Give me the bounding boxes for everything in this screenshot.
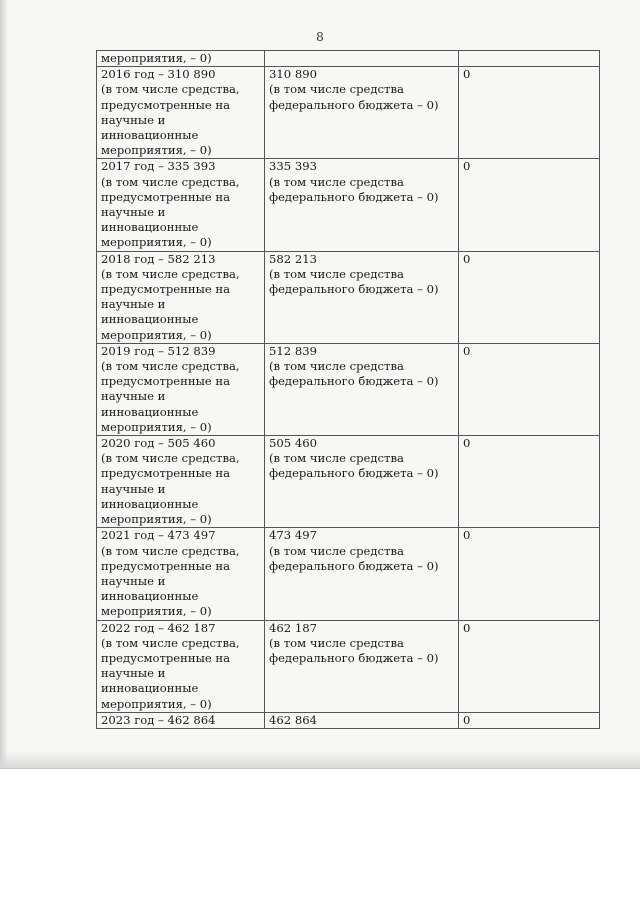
cell-line: научные и <box>101 481 166 496</box>
cell-line: инновационные <box>101 496 199 511</box>
cell-col1 <box>97 159 265 251</box>
table-row <box>97 343 600 435</box>
cell-line: федерального бюджета – 0) <box>269 466 439 481</box>
cell-line: инновационные <box>101 681 199 696</box>
cell-col3 <box>459 51 600 67</box>
cell-line: мероприятия, – 0) <box>101 512 212 527</box>
cell-line: (в том числе средства, <box>101 635 240 650</box>
table-row <box>97 51 600 67</box>
cell-line: (в том числе средства <box>269 174 404 189</box>
cell-col3: 0 <box>459 67 600 159</box>
cell-col2: 462 864 <box>265 712 459 728</box>
table-row <box>97 159 600 251</box>
table-row <box>97 436 600 528</box>
cell-line: (в том числе средства <box>269 359 404 374</box>
table-row <box>97 712 600 728</box>
table-row <box>97 67 600 159</box>
cell-line: научные и <box>101 205 166 220</box>
cell-line: предусмотренные на <box>101 558 231 573</box>
cell-line: предусмотренные на <box>101 97 231 112</box>
cell-col3: 0 <box>459 528 600 620</box>
table-row <box>97 528 600 620</box>
cell-line: 310 890 <box>269 67 317 82</box>
cell-line: мероприятия, – 0) <box>101 143 212 158</box>
cell-line: мероприятия, – 0) <box>101 604 212 619</box>
cell-line: (в том числе средства <box>269 82 404 97</box>
cell-col3: 0 <box>459 159 600 251</box>
cell-col1 <box>97 528 265 620</box>
cell-line: 462 187 <box>269 620 317 635</box>
cell-line: 2018 год – 582 213 <box>101 251 216 266</box>
scan-bottom-shadow <box>0 752 640 768</box>
cell-line: (в том числе средства <box>269 266 404 281</box>
cell-line: предусмотренные на <box>101 189 231 204</box>
cell-line: инновационные <box>101 404 199 419</box>
cell-line: инновационные <box>101 312 199 327</box>
cell-col1: мероприятия, – 0) <box>97 51 265 67</box>
cell-col2 <box>265 528 459 620</box>
cell-line: (в том числе средства, <box>101 359 240 374</box>
cell-line: мероприятия, – 0) <box>101 327 212 342</box>
cell-col2 <box>265 51 459 67</box>
cell-line: научные и <box>101 573 166 588</box>
cell-line: (в том числе средства, <box>101 451 240 466</box>
cell-line: 2016 год – 310 890 <box>101 67 216 82</box>
cell-line: 512 839 <box>269 343 317 358</box>
cell-line: мероприятия, – 0) <box>101 235 212 250</box>
cell-col1: 2023 год – 462 864 <box>97 712 265 728</box>
cell-line: 582 213 <box>269 251 317 266</box>
cell-col2 <box>265 67 459 159</box>
cell-col3: 0 <box>459 712 600 728</box>
cell-line: 2021 год – 473 497 <box>101 528 216 543</box>
cell-line: 335 393 <box>269 159 317 174</box>
cell-line: федерального бюджета – 0) <box>269 650 439 665</box>
cell-line: федерального бюджета – 0) <box>269 282 439 297</box>
cell-line: (в том числе средства, <box>101 174 240 189</box>
cell-col2 <box>265 251 459 343</box>
cell-line: мероприятия, – 0) <box>101 419 212 434</box>
cell-line: федерального бюджета – 0) <box>269 97 439 112</box>
cell-line: 473 497 <box>269 528 317 543</box>
cell-line: научные и <box>101 112 166 127</box>
cell-col1 <box>97 436 265 528</box>
cell-col3: 0 <box>459 251 600 343</box>
cell-line: предусмотренные на <box>101 650 231 665</box>
cell-col3: 0 <box>459 620 600 712</box>
cell-line: научные и <box>101 666 166 681</box>
cell-line: федерального бюджета – 0) <box>269 374 439 389</box>
cell-line: (в том числе средства <box>269 451 404 466</box>
table-row <box>97 620 600 712</box>
cell-line: предусмотренные на <box>101 282 231 297</box>
cell-line: (в том числе средства, <box>101 543 240 558</box>
cell-line: 2019 год – 512 839 <box>101 343 216 358</box>
cell-line: научные и <box>101 389 166 404</box>
cell-line: федерального бюджета – 0) <box>269 189 439 204</box>
cell-line: научные и <box>101 297 166 312</box>
cell-line: (в том числе средства, <box>101 82 240 97</box>
cell-line: 2020 год – 505 460 <box>101 436 216 451</box>
cell-col1 <box>97 67 265 159</box>
cell-line: предусмотренные на <box>101 374 231 389</box>
cell-line: (в том числе средства <box>269 635 404 650</box>
cell-col3: 0 <box>459 343 600 435</box>
cell-line: 505 460 <box>269 436 317 451</box>
cell-line: федерального бюджета – 0) <box>269 558 439 573</box>
cell-line: (в том числе средства, <box>101 266 240 281</box>
cell-line: инновационные <box>101 220 199 235</box>
cell-line: 2017 год – 335 393 <box>101 159 216 174</box>
cell-col1 <box>97 251 265 343</box>
cell-col1 <box>97 343 265 435</box>
budget-table <box>96 50 600 729</box>
cell-col2 <box>265 343 459 435</box>
cell-line: инновационные <box>101 589 199 604</box>
table-row <box>97 251 600 343</box>
cell-line: (в том числе средства <box>269 543 404 558</box>
cell-col2 <box>265 436 459 528</box>
cell-line: предусмотренные на <box>101 466 231 481</box>
cell-col2 <box>265 620 459 712</box>
cell-line: инновационные <box>101 128 199 143</box>
cell-line: мероприятия, – 0) <box>101 696 212 711</box>
cell-line: 2022 год – 462 187 <box>101 620 216 635</box>
cell-col1 <box>97 620 265 712</box>
cell-col2 <box>265 159 459 251</box>
cell-col3: 0 <box>459 436 600 528</box>
page-number: 8 <box>316 30 324 44</box>
scan-edge-shadow <box>0 0 8 768</box>
